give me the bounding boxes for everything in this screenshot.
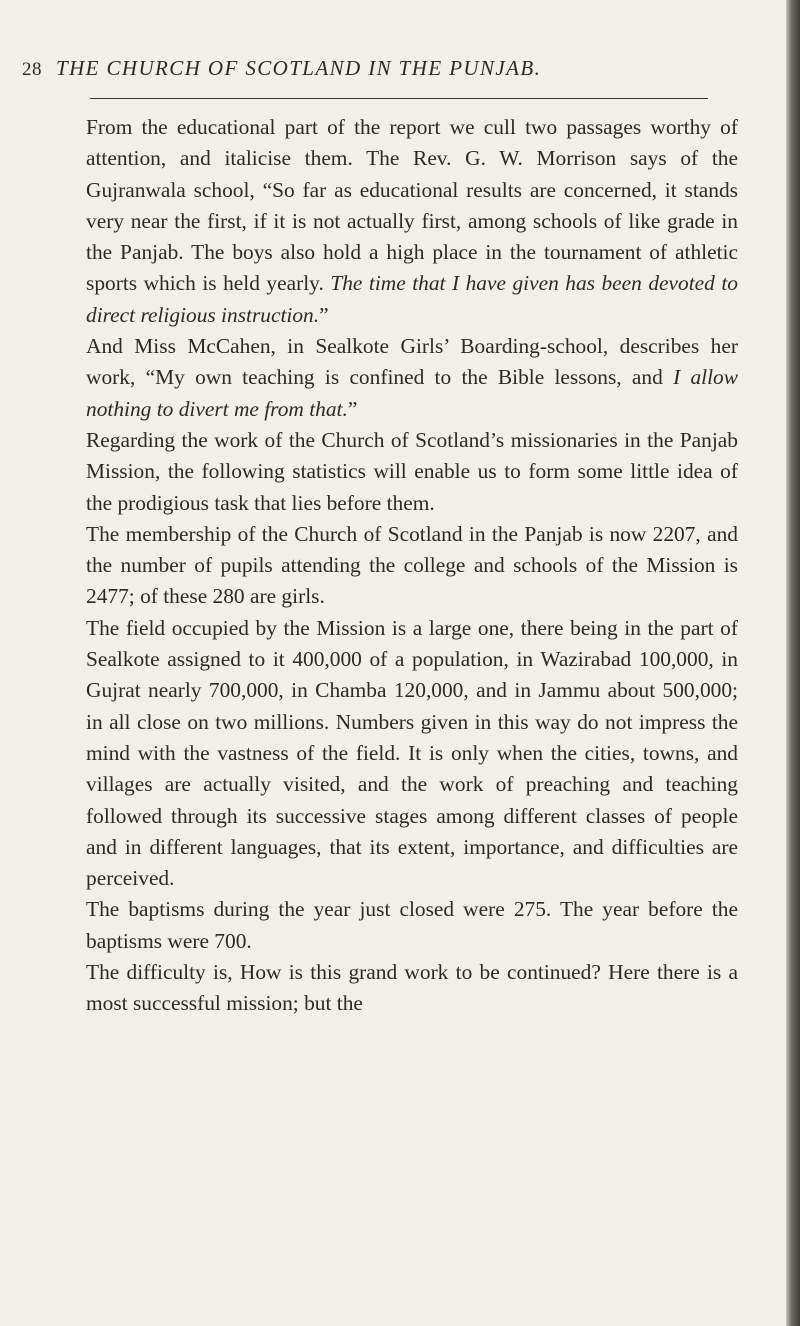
- italic-quote: The time that I have given has been devoted to direct religious instruction.: [86, 271, 738, 327]
- italic-quote: I allow nothing to divert me from that.: [86, 365, 739, 421]
- paragraph-membership: The membership of the Church of Scotland in the Panjab is now 2207, and the number of pupils attending the college and schools of the Mission is 2477; of these 280 are girls.: [86, 521, 738, 609]
- paragraph-baptisms: The baptisms during the year just closed were 275. The year before the baptisms were 700.: [86, 897, 738, 953]
- paragraph-field-occupied: The field occupied by the Mission is a large one, there being in the part of Sealkote assigned to it 400,000 of a population, in Wazirabad 100,000, in Gujrat nearly 700,000, in Chamba 120,000, and in Jammu about 500,000; in all close on two millions. Numbers given in this way do not impress the mind with the vastness of the field. It is only when the cities, towns, and villages are actually visited, and the work of preaching and teaching followed through its successive stages among different classes of people and in different languages, that its extent, importance, and difficulties are perceived.: [86, 615, 738, 891]
- paragraph-difficulty: The difficulty is, How is this grand work to be continued? Here there is a most successful mission; but the: [86, 960, 738, 1016]
- header-rule: [90, 98, 708, 99]
- paragraph-gujranwala-school: [86, 112, 738, 331]
- paragraph-statistics-intro: Regarding the work of the Church of Scotland’s missionaries in the Panjab Mission, the following statistics will enable us to form some little idea of the prodigious task that lies before them.: [86, 427, 738, 515]
- body-text: [86, 112, 738, 1020]
- running-header: [22, 56, 722, 86]
- paragraph-text: And Miss McCahen, in Sealkote Girls’ Boarding-school, describes her work, “My own teaching is confined to the Bible lessons, and: [86, 334, 738, 390]
- paragraph-text: From the educational part of the report we cull two passages worthy of attention, and italicise them. The Rev. G. W. Morrison says of the Gujranwala school, “So far as educational results are concerned, it stands very near the first, if it is not actually first, among schools of like grade in the Panjab. The boys also hold a high place in the tournament of athletic sports which is held yearly.: [86, 115, 738, 296]
- page-edge-shadow: [786, 0, 800, 1326]
- closing-quote: ”: [319, 302, 329, 327]
- page-number: 28: [22, 59, 42, 80]
- closing-quote: ”: [347, 396, 358, 421]
- paragraph-sealkote-school: [86, 331, 738, 425]
- running-title: THE CHURCH OF SCOTLAND IN THE PUNJAB.: [56, 56, 542, 80]
